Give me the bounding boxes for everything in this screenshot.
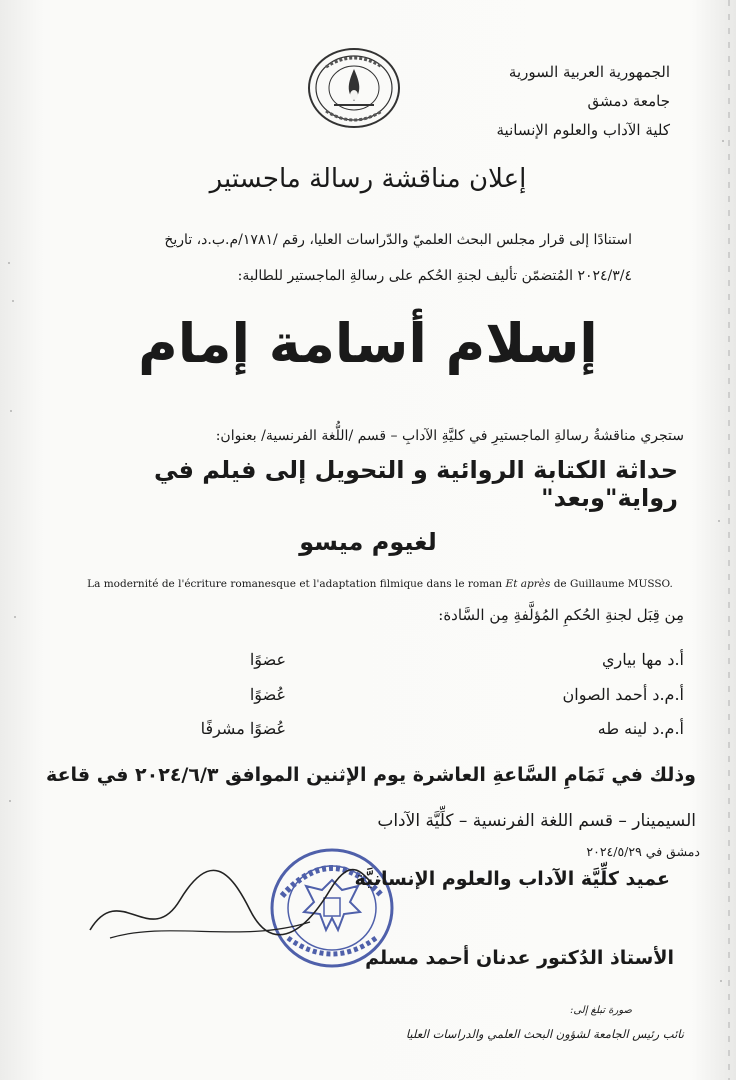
committee-member-role: عُضوًا مشرفًا xyxy=(200,719,286,738)
cc-recipient: نائب رئيس الجامعة لشؤون البحث العلمي والدراسات العليا xyxy=(405,1027,684,1041)
institution-header xyxy=(430,58,670,145)
decree-line-2: ٢٠٢٤/٣/٤ المُتضمّن تأليف لجنةِ الحُكم على رسالةِ الماجستير للطالبة: xyxy=(237,268,632,284)
signatory-name: الأستاذ الدُكتور عدنان أحمد مسلم xyxy=(365,947,674,969)
announcement-title: إعلان مناقشة رسالة ماجستير xyxy=(209,164,527,194)
committee-member-role: عُضوًا xyxy=(249,685,286,704)
committee-member-name: أ.م.د لينه طه xyxy=(597,719,684,738)
header-line-faculty: كلية الآداب والعلوم الإنسانية xyxy=(496,121,670,139)
discussion-intro: ستجري مناقشةُ رسالةِ الماجستيرِ في كليَّةِ الآدابِ – قسم /اللُّغة الفرنسية/ بعنوان: xyxy=(215,428,684,444)
issue-date: دمشق في ٢٠٢٤/٥/٢٩ xyxy=(586,844,700,859)
french-title-after: de Guillaume MUSSO. xyxy=(550,578,673,590)
thesis-author: لغيوم ميسو xyxy=(299,528,437,556)
french-title xyxy=(80,578,680,590)
french-title-novel: Et après xyxy=(505,578,551,590)
french-title-before: La modernité de l'écriture romanesque et l'adaptation filmique dans le roman xyxy=(87,578,506,590)
venue-paragraph xyxy=(36,752,696,844)
decree-line-1: استنادًا إلى قرار مجلس البحث العلميّ والدّراسات العليا، رقم /١٧٨١/م.ب.د، تاريخ xyxy=(164,232,632,248)
header-line-university: جامعة دمشق xyxy=(587,92,670,110)
decree-paragraph xyxy=(72,222,632,294)
thesis-title: حداثة الكتابة الروائية و التحويل إلى فيلم في رواية"وبعد" xyxy=(153,456,678,512)
handwritten-signature xyxy=(80,860,390,960)
student-name: إسلام أسامة إمام xyxy=(138,312,598,375)
cc-label: صورة تبلغ إلى: xyxy=(569,1005,632,1016)
signatory-title: عميد كلِّيَّة الآداب والعلوم الإنسانيَّة xyxy=(354,868,670,890)
committee-member-name: أ.م.د أحمد الصوان xyxy=(562,685,684,704)
committee-intro: مِن قِبَل لجنةِ الحُكمِ المُؤلَّفةِ مِن السَّادة: xyxy=(438,606,684,624)
header-line-country: الجمهورية العربية السورية xyxy=(508,63,670,81)
venue-line-2: السيمينار – قسم اللغة الفرنسية – كلِّيَّة الآداب xyxy=(377,811,696,831)
committee-member-role: عضوًا xyxy=(249,650,286,669)
committee-member-name: أ.د مها بياري xyxy=(601,650,684,669)
venue-line-1: وذلك في تَمَامِ السَّاعةِ العاشرة يوم الإثنين الموافق ٢٠٢٤/٦/٣ في قاعة xyxy=(46,764,696,786)
university-logo-emblem xyxy=(306,47,402,129)
